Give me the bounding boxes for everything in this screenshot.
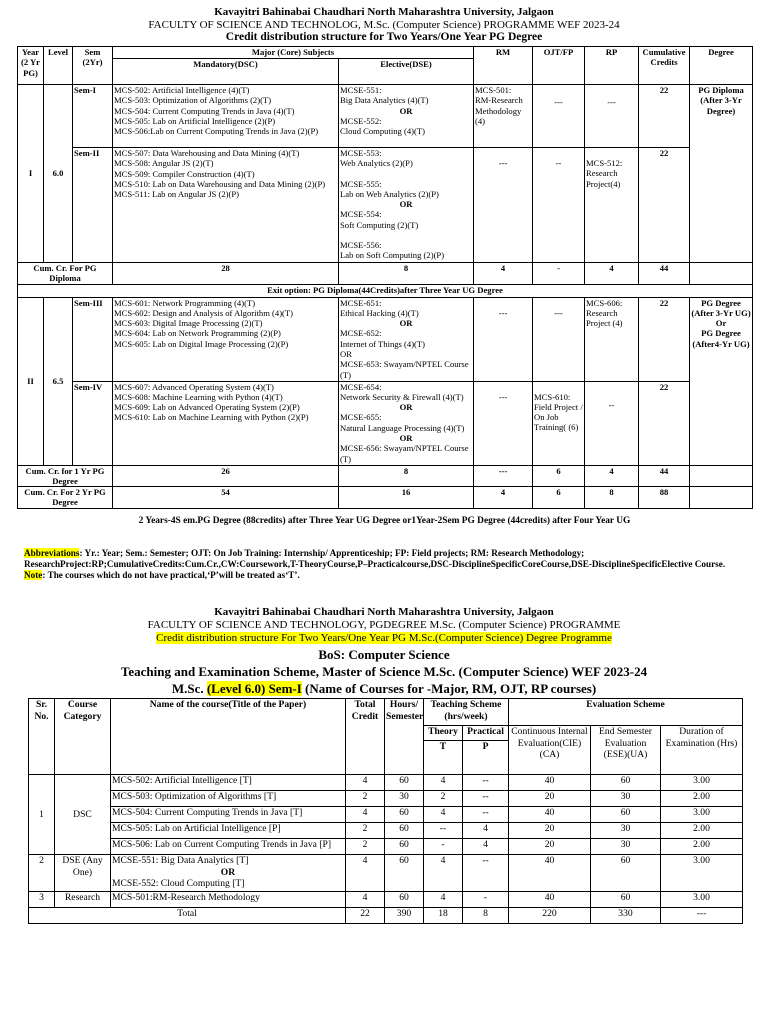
sem3-ojt: ---: [533, 297, 585, 381]
level-title: [0, 680, 768, 698]
table-cell: 30: [591, 791, 661, 807]
level-2: 6.5: [44, 297, 73, 465]
sem2-dsc: [113, 148, 339, 263]
table-cell: 30: [591, 823, 661, 839]
cum2-dsc: 54: [113, 487, 339, 509]
list-item: MCS-507: Data Warehousing and Data Mining (4)(T): [114, 148, 300, 158]
cum1-total: 44: [639, 465, 690, 487]
list-item: MCS-512:: [586, 158, 623, 168]
table-cell: 4: [424, 775, 463, 791]
cum1-dsc: 26: [113, 465, 339, 487]
sem-3: Sem-III: [73, 297, 113, 381]
table-cell: 20: [509, 839, 591, 855]
table-cell: 60: [385, 892, 424, 908]
list-item: MCS-510: Lab on Data Warehousing and Data Mining (2)(P): [114, 178, 326, 189]
list-item: MCS-608: Machine Learning with Python (4)(T): [114, 391, 283, 402]
table-cell: --: [463, 855, 509, 892]
list-item: MCSE-653: Swayam/NPTEL Course (T): [340, 359, 469, 380]
doc-header-1: [0, 6, 768, 44]
dsc-category: DSC: [55, 775, 111, 855]
table-cell: 60: [591, 892, 661, 908]
table-cell: 2: [346, 791, 385, 807]
degree-line: PG Degree (After4-Yr UG): [692, 328, 750, 349]
structure-title: Credit distribution structure for Two Years/One Year PG Degree: [225, 31, 543, 43]
hdr-credit: Total Credit: [346, 699, 385, 775]
list-item: Web Analytics (2)(P): [340, 158, 413, 169]
sem4-dsc: [113, 381, 339, 465]
table-cell: 60: [385, 823, 424, 839]
table-cell: 4: [346, 807, 385, 823]
dse-category: DSE (Any One): [55, 855, 111, 892]
table-cell: --: [424, 823, 463, 839]
spacer: [340, 169, 472, 179]
table-cell: 3.00: [661, 892, 743, 908]
structure-title-2: Credit distribution structure For Two Years/One Year PG M.Sc.(Computer Science) Degree Programme: [156, 632, 612, 644]
table-cell: 2: [346, 839, 385, 855]
table-cell: 4: [424, 855, 463, 892]
hdr-course-name: Name of the course(Title of the Paper): [111, 699, 346, 775]
scheme-title: Teaching and Examination Scheme, Master of Science M.Sc. (Computer Science) WEF 2023-24: [120, 664, 648, 679]
research-category: Research: [55, 892, 111, 908]
doc-header-2: [0, 606, 768, 698]
level-suffix: (Name of Courses for -Major, RM, OJT, RP courses): [301, 681, 597, 696]
table-row-name: MCS-506: Lab on Current Computing Trends in Java [P]: [111, 839, 346, 855]
list-item: MCS-606:: [586, 297, 623, 308]
sem-4: Sem-IV: [73, 381, 113, 465]
table-cell: --: [463, 775, 509, 791]
sem4-dse: [339, 381, 474, 465]
sem4-rm: ---: [474, 381, 533, 465]
table-cell: 60: [385, 839, 424, 855]
table-cell: 60: [591, 855, 661, 892]
cum-rm: 4: [474, 263, 533, 285]
list-item: MCS-601: Network Programming (4)(T): [114, 297, 256, 308]
year-1: I: [18, 85, 44, 263]
list-item: Research Project(4): [586, 168, 621, 189]
total-credit: 22: [346, 908, 385, 924]
degree-line: PG Degree: [701, 297, 741, 308]
list-item: MCSE-655:: [340, 412, 382, 423]
list-item: MCSE-551:: [340, 85, 382, 95]
note-label: Note: [24, 570, 43, 580]
spacer: [340, 230, 472, 240]
degree-line: Or: [715, 318, 727, 329]
total-cie: 220: [509, 908, 591, 924]
cum-1yr-label: Cum. Cr. for 1 Yr PG Degree: [18, 465, 113, 487]
list-item: RM-Research Methodology (4): [475, 95, 523, 126]
hdr-p: P: [463, 741, 509, 775]
sem3-rm: ---: [474, 297, 533, 381]
list-item: MCSE-553:: [340, 148, 382, 158]
faculty-title-2: FACULTY OF SCIENCE AND TECHNOLOGY, PGDEGREE M.Sc. (Computer Science) PROGRAMME: [147, 619, 621, 631]
university-title-2: Kavayitri Bahinabai Chaudhari North Maharashtra University, Jalgaon: [214, 606, 554, 618]
cum1-rp: 4: [585, 465, 639, 487]
hdr-cie: Continuous Internal Evaluation(CIE) (CA): [509, 726, 591, 775]
hdr-theory: Theory: [424, 726, 463, 741]
list-item: MCSE-551: Big Data Analytics [T]: [112, 855, 249, 866]
list-item: Internet of Things (4)(T): [340, 338, 426, 349]
hdr-major: Major (Core) Subjects: [113, 47, 474, 59]
exit-option: Exit option: PG Diploma(44Credits)after Three Year UG Degree: [18, 284, 753, 297]
year1-degree: PG Diploma (After 3-Yr Degree): [690, 85, 753, 263]
hdr-ojt: OJT/FP: [533, 47, 585, 85]
credit-distribution-table: [17, 46, 753, 509]
table-row-name: MCS-503: Optimization of Algorithms [T]: [111, 791, 346, 807]
dse-course-name: [111, 855, 346, 892]
sem1-cum: 22: [639, 85, 690, 148]
table-row-name: MCS-502: Artificial Intelligence [T]: [111, 775, 346, 791]
table-cell: 4: [463, 823, 509, 839]
total-label: Total: [29, 908, 346, 924]
cum2-rm: 4: [474, 487, 533, 509]
list-item: Lab on Soft Computing (2)(P): [340, 250, 445, 261]
hdr-rm: RM: [474, 47, 533, 85]
hdr-degree: Degree: [690, 47, 753, 85]
empty-cell: [690, 465, 753, 487]
list-item: MCS-505: Lab on Artificial Intelligence (2)(P): [114, 115, 276, 126]
table-cell: 3.00: [661, 775, 743, 791]
list-item: Soft Computing (2)(T): [340, 219, 419, 230]
hdr-level: Level: [44, 47, 73, 85]
cum-dsc: 28: [113, 263, 339, 285]
hdr-t: T: [424, 741, 463, 775]
table-cell: -: [463, 892, 509, 908]
note-text: : The courses which do not have practical,‘P’will be treated as‘T’.: [42, 570, 300, 580]
sem2-dse: [339, 148, 474, 263]
table-cell: 4: [346, 855, 385, 892]
or-label: OR: [399, 105, 413, 116]
dsc-sr: 1: [29, 775, 55, 855]
hdr-sr: Sr. No.: [29, 699, 55, 775]
sem2-rp: [585, 148, 639, 263]
table-cell: --: [463, 791, 509, 807]
list-item: MCS-607: Advanced Operating System (4)(T): [114, 381, 274, 392]
total-p: 8: [463, 908, 509, 924]
list-item: MCSE-556:: [340, 240, 382, 251]
hdr-cum: Cumulative Credits: [639, 47, 690, 85]
table-cell: 4: [424, 892, 463, 908]
sem2-cum: 22: [639, 148, 690, 263]
table-cell: 2: [346, 823, 385, 839]
research-sr: 3: [29, 892, 55, 908]
hdr-practical: Practical: [463, 726, 509, 741]
or-label: OR: [399, 402, 413, 413]
or-label: OR: [340, 349, 352, 360]
list-item: MCS-609: Lab on Advanced Operating System (2)(P): [114, 402, 300, 413]
level-highlight: (Level 6.0) Sem-I: [206, 681, 302, 696]
table-cell: --: [463, 807, 509, 823]
list-item: MCS-504: Current Computing Trends in Java (4)(T): [114, 105, 295, 116]
teaching-scheme-table: [28, 698, 743, 924]
cum1-rm: ---: [474, 465, 533, 487]
list-item: MCS-511: Lab on Angular JS (2)(P): [114, 189, 240, 200]
list-item: MCS-508: Angular JS (2)(T): [114, 158, 214, 169]
table-cell: 4: [463, 839, 509, 855]
list-item: Cloud Computing (4)(T): [340, 126, 425, 137]
table-cell: 2: [424, 791, 463, 807]
table-cell: 3.00: [661, 855, 743, 892]
table-cell: 60: [591, 807, 661, 823]
list-item: MCSE-552: Cloud Computing [T]: [112, 878, 245, 889]
table-cell: 4: [424, 807, 463, 823]
table-cell: 40: [509, 807, 591, 823]
list-item: MCSE-651:: [340, 297, 382, 308]
list-item: MCS-604: Lab on Network Programming (2)(P): [114, 328, 281, 339]
table-cell: 60: [385, 855, 424, 892]
table-cell: 4: [346, 775, 385, 791]
sem1-ojt: ---: [533, 85, 585, 148]
bos-title: BoS: Computer Science: [318, 647, 450, 662]
table-cell: 40: [509, 855, 591, 892]
hdr-year: Year (2 Yr PG): [18, 47, 44, 85]
list-item: Lab on Web Analytics (2)(P): [340, 188, 439, 199]
list-item: MCS-506:Lab on Current Computing Trends in Java (2)(P): [114, 126, 319, 137]
empty-cell: [690, 487, 753, 509]
list-item: Network Security & Firewall (4)(T): [340, 391, 464, 402]
hdr-teaching: Teaching Scheme (hrs/week): [424, 699, 509, 726]
list-item: MCS-603: Digital Image Processing (2)(T): [114, 318, 263, 329]
hdr-category: Course Category: [55, 699, 111, 775]
list-item: MCS-502: Artificial Intelligence (4)(T): [114, 85, 250, 95]
degree-line: (After 3-Yr UG): [691, 307, 751, 318]
hdr-ese: End Semester Evaluation (ESE)(UA): [591, 726, 661, 775]
table1-footer: 2 Years-4S em.PG Degree (88credits) after Three Year UG Degree or1Year-2Sem PG Degree (44credits) after Four Year UG: [138, 516, 631, 526]
abbreviations-label: Abbreviations: [24, 548, 80, 558]
list-item: MCS-605: Lab on Digital Image Processing (2)(P): [114, 338, 289, 349]
list-item: MCS-602: Design and Analysis of Algorithm (4)(T): [114, 307, 294, 318]
cum2-dse: 16: [339, 487, 474, 509]
university-title: Kavayitri Bahinabai Chaudhari North Maharashtra University, Jalgaon: [214, 6, 554, 18]
list-item: MCS-610: Lab on Machine Learning with Python (2)(P): [114, 412, 309, 423]
sem3-cum: 22: [639, 297, 690, 381]
list-item: MCSE-654:: [340, 381, 382, 392]
table-cell: 30: [591, 839, 661, 855]
list-item: MCS-509: Compiler Construction (4)(T): [114, 168, 255, 179]
table-cell: 20: [509, 791, 591, 807]
dse-sr: 2: [29, 855, 55, 892]
table-cell: 60: [385, 775, 424, 791]
abbreviations: [24, 548, 754, 581]
total-t: 18: [424, 908, 463, 924]
sem-2: Sem-II: [73, 148, 113, 263]
sem1-rm: [474, 85, 533, 148]
cum-dse: 8: [339, 263, 474, 285]
cum1-dse: 8: [339, 465, 474, 487]
cum-ojt: -: [533, 263, 585, 285]
table-cell: 60: [385, 807, 424, 823]
table-cell: 30: [385, 791, 424, 807]
year2-degree: [690, 297, 753, 465]
table-cell: 4: [346, 892, 385, 908]
table-cell: 2.00: [661, 823, 743, 839]
table-cell: -: [424, 839, 463, 855]
hdr-eval: Evaluation Scheme: [509, 699, 743, 726]
level-prefix: M.Sc.: [171, 681, 207, 696]
hdr-elective: Elective(DSE): [339, 59, 474, 85]
table-row-name: MCS-504: Current Computing Trends in Java [T]: [111, 807, 346, 823]
or-label: OR: [220, 866, 236, 878]
list-item: MCS-503: Optimization of Algorithms (2)(T): [114, 95, 272, 106]
list-item: Ethical Hacking (4)(T): [340, 307, 419, 318]
empty-cell: [690, 263, 753, 285]
cum-total: 44: [639, 263, 690, 285]
or-label: OR: [399, 433, 413, 444]
abbreviations-text-2: ResearchProject:RP;CumulativeCredits:Cum.Cr.,CW:Coursework,T-TheoryCourse,P–Practicalcourse,DSC-DisciplineSpecificCoreCourse,DSE-DisciplineSpecificElective Course.: [24, 559, 726, 569]
table-row-name: MCS-505: Lab on Artificial Intelligence [P]: [111, 823, 346, 839]
cum2-rp: 8: [585, 487, 639, 509]
hdr-hours: Hours/ Semester: [385, 699, 424, 775]
hdr-duration: Duration of Examination (Hrs): [661, 726, 743, 775]
year-2: II: [18, 297, 44, 465]
table-cell: 40: [509, 892, 591, 908]
hdr-rp: RP: [585, 47, 639, 85]
table-cell: 40: [509, 775, 591, 791]
list-item: MCS-501:: [475, 85, 512, 95]
table-cell: 3.00: [661, 807, 743, 823]
sem2-ojt: --: [533, 148, 585, 263]
cum-rp: 4: [585, 263, 639, 285]
list-item: MCSE-554:: [340, 209, 382, 220]
list-item: MCSE-555:: [340, 178, 382, 189]
sem3-dse: [339, 297, 474, 381]
research-course-name: MCS-501:RM-Research Methodology: [111, 892, 346, 908]
sem3-dsc: [113, 297, 339, 381]
list-item: Natural Language Processing (4)(T): [340, 422, 465, 433]
total-hours: 390: [385, 908, 424, 924]
cum1-ojt: 6: [533, 465, 585, 487]
cum-pg-diploma-label: Cum. Cr. For PG Diploma: [18, 263, 113, 285]
sem1-rp: ---: [585, 85, 639, 148]
total-ese: 330: [591, 908, 661, 924]
sem4-cum: 22: [639, 381, 690, 465]
faculty-title: FACULTY OF SCIENCE AND TECHNOLOG, M.Sc. (Computer Science) PROGRAMME WEF 2023-24: [148, 18, 620, 31]
abbreviations-text: : Yr.: Year; Sem.: Semester; OJT: On Job Training: Internship/ Apprenticeship; FP: Field projects; RM: Research Methodology;: [79, 548, 585, 558]
table-cell: 20: [509, 823, 591, 839]
list-item: Big Data Analytics (4)(T): [340, 95, 429, 106]
table-cell: 2.00: [661, 791, 743, 807]
sem1-dsc: [113, 85, 339, 148]
sem1-dse: [339, 85, 474, 148]
hdr-sem: Sem (2Yr): [73, 47, 113, 85]
sem3-rp: [585, 297, 639, 381]
cum2-ojt: 6: [533, 487, 585, 509]
cum-2yr-label: Cum. Cr. For 2 Yr PG Degree: [18, 487, 113, 509]
table-cell: 2.00: [661, 839, 743, 855]
level-1: 6.0: [44, 85, 73, 263]
sem-1: Sem-I: [73, 85, 113, 148]
sem2-rm: ---: [474, 148, 533, 263]
list-item: Research Project (4): [586, 307, 623, 329]
table-cell: 60: [591, 775, 661, 791]
or-label: OR: [399, 199, 413, 210]
cum2-total: 88: [639, 487, 690, 509]
list-item: MCSE-652:: [340, 328, 382, 339]
sem4-ojt: MCS-610: Field Project / On Job Training( (6): [533, 381, 585, 465]
hdr-mandatory: Mandatory(DSC): [113, 59, 339, 85]
total-dur: ---: [661, 908, 743, 924]
list-item: MCSE-552:: [340, 115, 382, 126]
list-item: MCSE-656: Swayam/NPTEL Course (T): [340, 443, 469, 464]
sem4-rp: --: [585, 381, 639, 465]
or-label: OR: [399, 318, 413, 329]
